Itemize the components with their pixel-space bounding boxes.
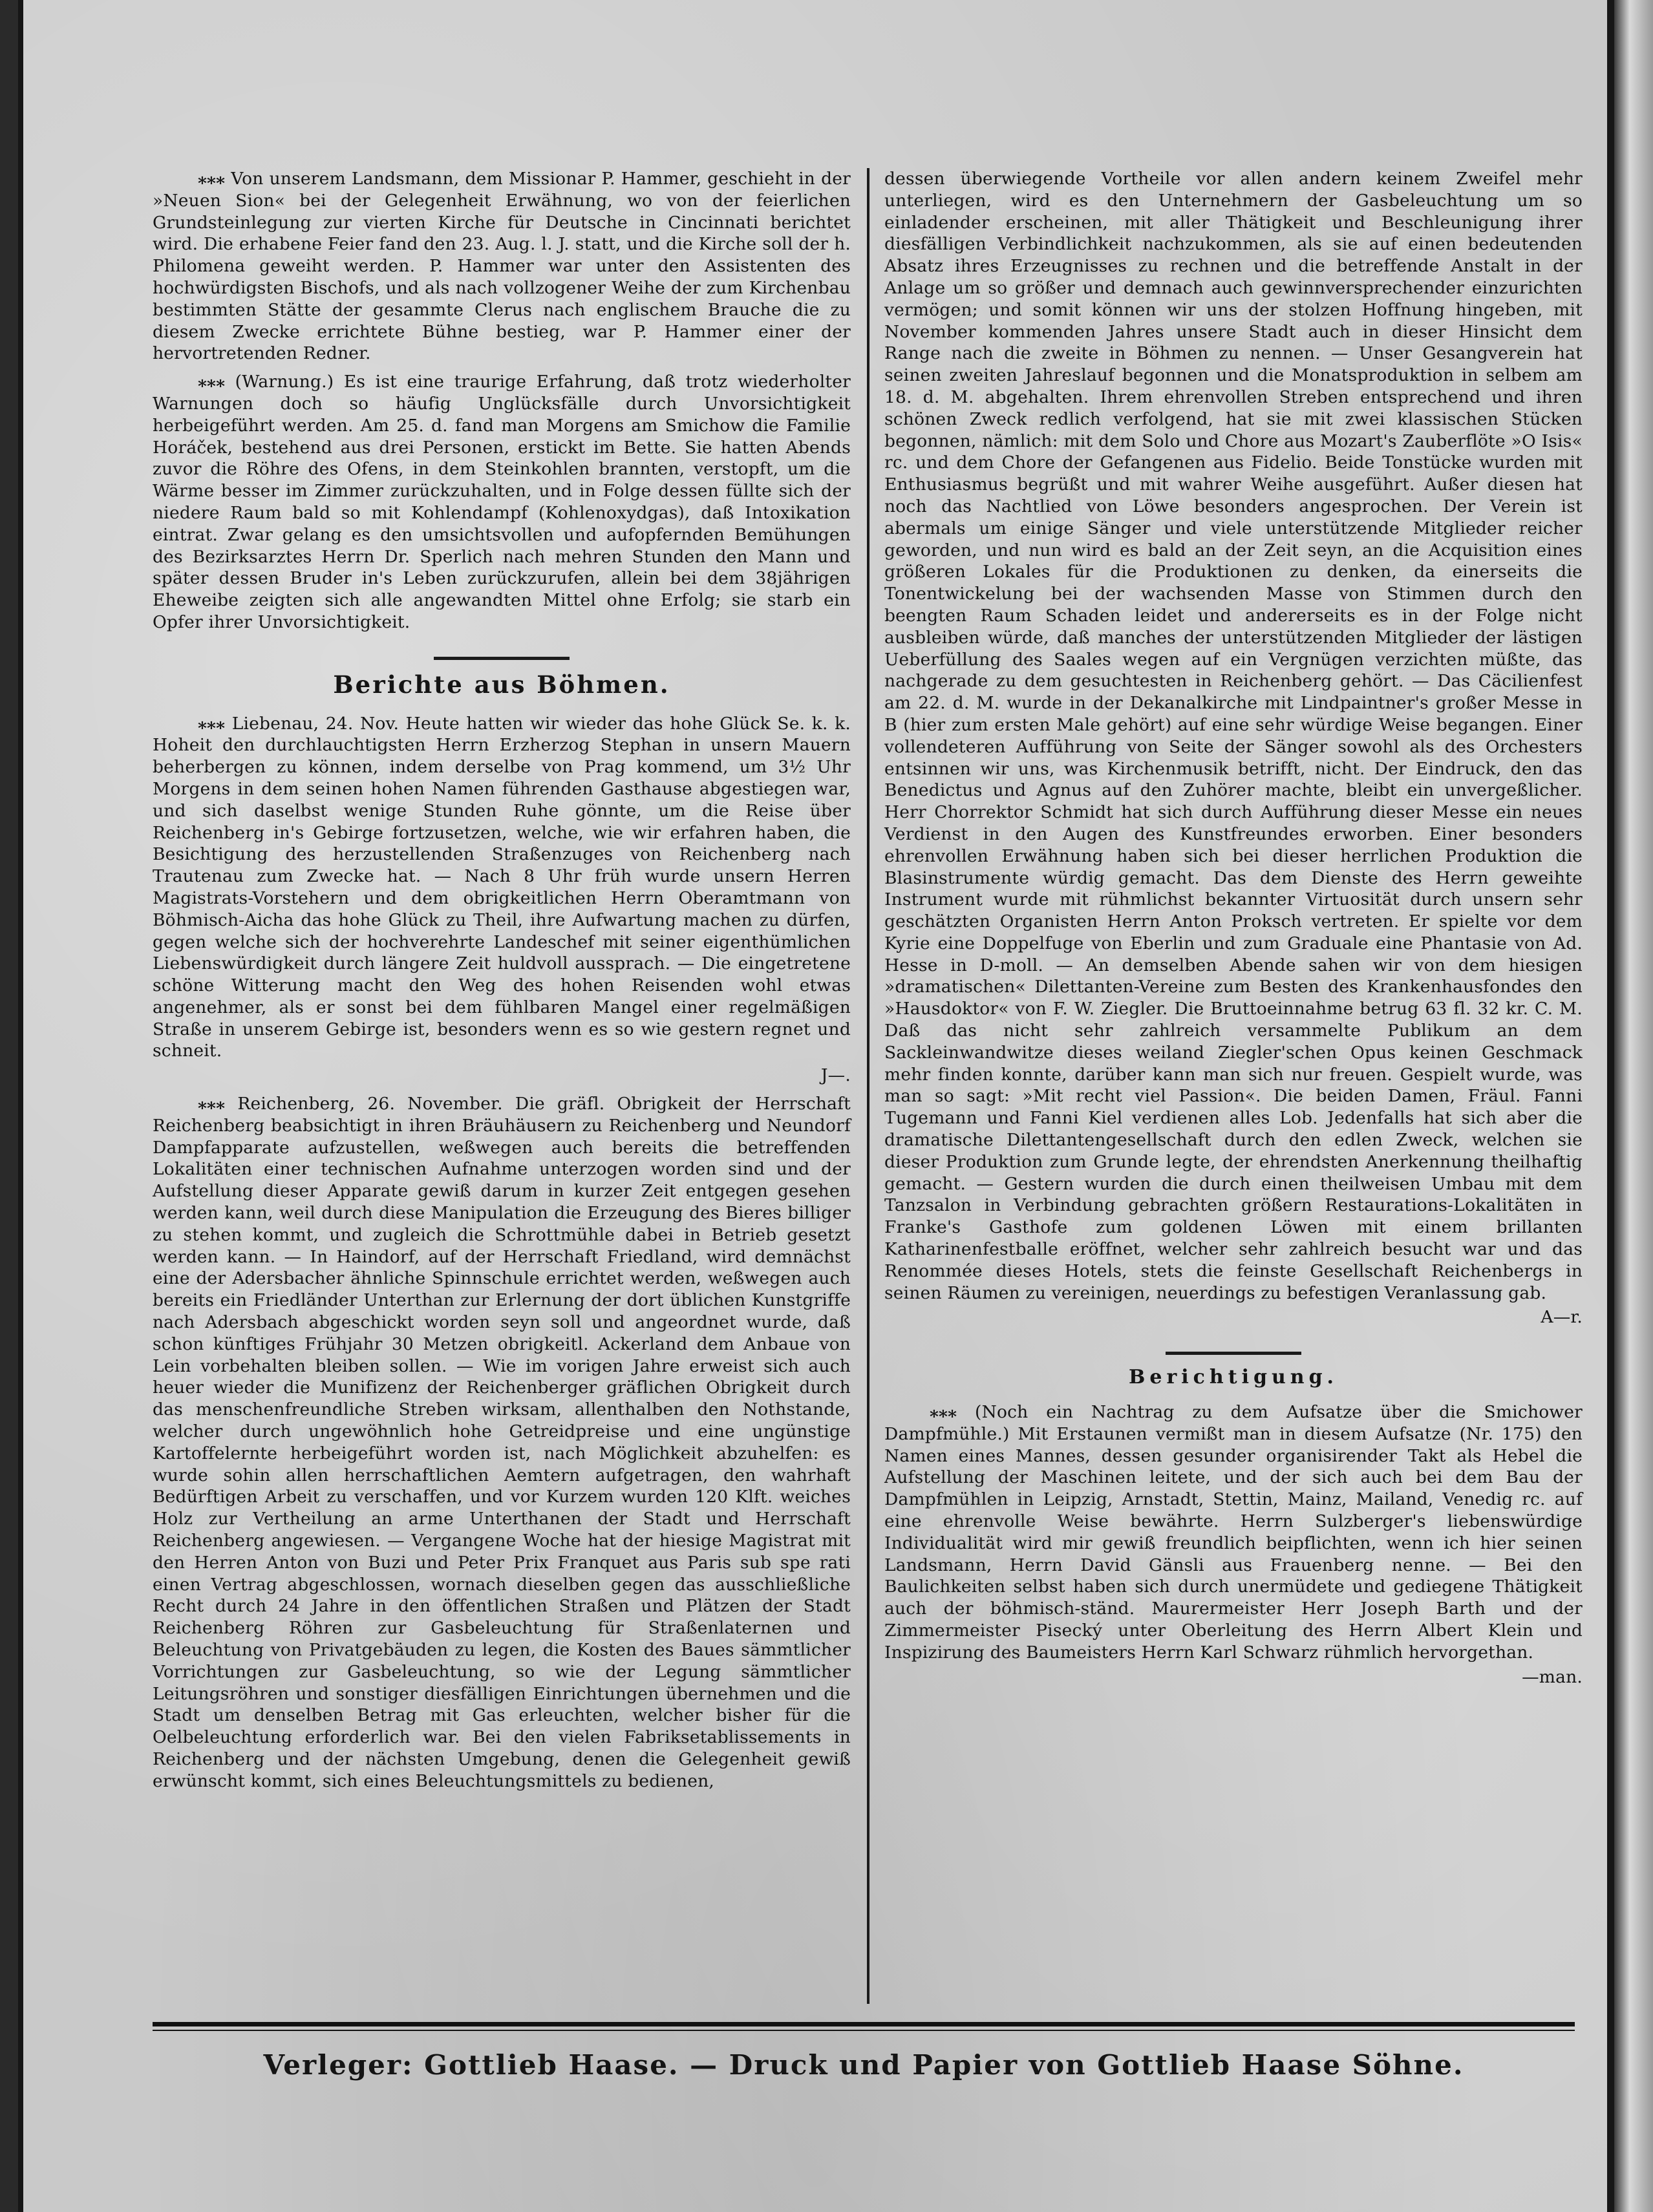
news-item-text: (Warnung.) Es ist eine traurige Erfahrung, daß trotz wiederholter Warnungen doch so häufig Unglücksfälle durch Unvorsichtigkeit herbeigeführt werden. Am 25. d. fand man Morgens am Smichow die Familie Horáček, bestehend aus drei Personen, erstickt im Bette. Sie hatten Abends zuvor die Röhre des Ofens, in dem Steinkohlen brannten, verstopft, um die Wärme besser im Zimmer zurückzuhalten, und in Folge dessen füllte sich der niedere Raum bald so mit Kohlendampf (Kohlenoxydgas), daß Intoxikation eintrat. Zwar gelang es den umsichtsvollen und aufopfernden Bemühungen des Bezirksarztes Herrn Dr. Sperlich nach mehren Stunden den Mann und später dessen Bruder in's Leben zurückzurufen, allein bei dem 38jährigen Eheweibe zeigten sich alle angewandten Mittel ohne Erfolg; sie starb ein Opfer ihrer Unvorsichtigkeit. [153, 372, 851, 632]
asterism-icon: ⁎⁎⁎ [198, 713, 226, 734]
news-item-text: Reichenberg, 26. November. Die gräfl. Obrigkeit der Herrschaft Reichenberg beabsichtigt in ihren Bräuhäusern zu Reichenberg und Neundorf Dampfapparate aufzustellen, weßwegen auch bereits die betreffenden Lokalitäten einer technischen Aufnahme unterzogen worden sind und der Aufstellung dieser Apparate gewiß darum in kurzer Zeit entgegen gesehen werden kann, weil durch diese Manipulation die Erzeugung des Bieres billiger zu stehen kommt, und zugleich die Schrottmühle dabei in Betrieb gesetzt werden kann. — In Haindorf, auf der Herrschaft Friedland, wird demnächst eine der Adersbacher ähnliche Spinnschule errichtet werden, weßwegen auch bereits ein Friedländer Unterthan zur Erlernung der dort üblichen Kunstgriffe nach Adersbach abgeschickt worden seyn soll und angeordnet wurde, daß schon künftiges Frühjahr 30 Metzen obrigkeitl. Ackerland dem Anbaue von Lein vorbehalten bleiben sollen. — Wie im vorigen Jahre erweist sich auch heuer wieder die Munifizenz der Reichenberger gräflichen Obrigkeit durch das menschenfreundliche Streben wirksam, allenthalben den Nothstande, welcher durch ungewöhnlich hohe Getreidpreise und eine ungünstige Kartoffelernte herbeigeführt worden ist, nach Möglichkeit abzuhelfen: es wurde sohin allen herrschaftlichen Aemtern aufgetragen, den wahrhaft Bedürftigen Arbeit zu verschaffen, und vor Kurzem wurden 120 Klft. weiches Holz zur Vertheilung an arme Unterthanen der Stadt und Herrschaft Reichenberg angewiesen. — Vergangene Woche hat der hiesige Magistrat mit den Herren Anton von Buzi und Peter Prix Franquet aus Paris sub spe rati einen Vertrag abgeschlossen, wornach dieselben gegen das ausschließliche Recht durch 24 Jahre in den öffentlichen Straßen und Plätzen der Stadt Reichenberg Röhren zur Gasbeleuchtung für Straßenlaternen und Beleuchtung von Privatgebäuden zu legen, die Kosten des Baues sämmtlicher Vorrichtungen zur Gasbeleuchtung, so wie der Legung sämmtlicher Leitungsröhren und sonstiger diesfälligen Einrichtungen übernehmen und die Stadt um denselben Betrag mit Gas erleuchten, welcher bisher für die Oelbeleuchtung erforderlich war. Bei den vielen Fabriksetablissements in Reichenberg und der nächsten Umgebung, denen die Gelegenheit gewiß erwünscht kommt, sich eines Beleuchtungsmittels zu bedienen, [153, 1094, 851, 1791]
section-heading-boehmen: Berichte aus Böhmen. [333, 670, 670, 699]
news-item-warning [153, 371, 851, 633]
section-heading-berichtigung: Berichtigung. [1129, 1366, 1338, 1389]
right-column [884, 168, 1583, 1694]
page-body [153, 168, 1588, 2081]
news-item-liebenau [153, 713, 851, 1063]
author-signature: J—. [820, 1065, 851, 1086]
continuation-text: dessen überwiegende Vortheile vor allen andern keinem Zweifel mehr unterliegen, wird es den Unternehmern der Gasbeleuchtung um so einladender erscheinen, mit aller Thätigkeit und Beschleunigung ihrer diesfälligen Verbindlichkeit nachzukommen, als sie auf einen bedeutenden Absatz ihres Erzeugnisses zu rechnen und die betreffende Anstalt in der Anlage um so größer und demnach auch gewinnversprechender einzurichten vermögen; und somit können wir uns der stolzen Hoffnung hingeben, mit November kommenden Jahres unsere Stadt auch in dieser Hinsicht dem Range nach die zweite in Böhmen zu nennen. — Unser Gesangverein hat seinen zweiten Jahreslauf begonnen und die Monatsproduktion in selbem am 18. d. M. abgehalten. Ihrem ehrenvollen Streben entsprechend und ihren schönen Zweck redlich verfolgend, hat sie mit zwei klassischen Stücken begonnen, nämlich: mit dem Solo und Chore aus Mozart's Zauberflöte »O Isis« rc. und dem Chore der Gefangenen aus Fidelio. Beide Tonstücke wurden mit Enthusiasmus begrüßt und mit wahrer Weihe ausgeführt. Außer diesen hat noch das Nachtlied von Löwe besonders angesprochen. Der Verein ist abermals um einige Sänger und viele unterstützende Mitglieder reicher geworden, und nun wird es bald an der Zeit seyn, an die Acquisition eines größeren Lokales für die Produktionen zu denken, da einerseits die Tonentwickelung bei der wachsenden Masse von Stimmen durch den beengten Raum Schaden leidet und andererseits es in der Folge nicht ausbleiben würde, daß manches der unterstützenden Mitglieder der lästigen Ueberfüllung des Saales wegen auf ein Vergnügen verzichten müßte, das nachgerade zu dem gesuchtesten in Reichenberg gehört. — Das Cäcilienfest am 22. d. M. wurde in der Dekanalkirche mit Lindpaintner's großer Messe in B (hier zum ersten Male gehört) auf eine sehr würdige Weise begangen. Einer vollendeteren Aufführung von Seite der Sänger sowohl als des Orchesters entsinnen wir uns, was Kirchenmusik betrifft, nicht. Der Eindruck, den das Benedictus und Agnus auf den Zuhörer machte, bleibt ein unvergeßlicher. Herr Chorrektor Schmidt hat sich durch Aufführung dieser Messe ein neues Verdienst in den Augen des Kunstfreundes erworben. Einer besonders ehrenvollen Erwähnung haben sich bei dieser herrlichen Produktion die Blasinstrumente würdig gemacht. Das dem Dienste des Herrn geweihte Instrument wurde mit rühmlichst bekannter Virtuosität durch unsern sehr geschätzten Organisten Herrn Anton Proksch vertreten. Er spielte vor dem Kyrie eine Doppelfuge von Eberlin und zum Graduale eine Phantasie von Ad. Hesse in D-moll. — An demselben Abende sahen wir von dem hiesigen »dramatischen« Dilettanten-Vereine zum Besten des Krankenhausfondes den »Hausdoktor« von F. W. Ziegler. Die Bruttoeinnahme betrug 63 fl. 32 kr. C. M. Daß das nicht sehr zahlreich versammelte Publikum an dem Sackleinwandwitze dieses weiland Ziegler'schen Opus keinen Geschmack mehr finden konnte, darüber kann man sich nur freuen. Gespielt wurde, was man so sagt: »Mit recht viel Passion«. Die beiden Damen, Fräul. Fanni Tugemann und Fanni Kiel verdienen alles Lob. Jedenfalls hat sich aber die dramatische Dilettantengesellschaft durch den edlen Zweck, welchen sie dieser Produktion zum Grunde legte, der ehrendsten Anerkennung theilhaftig gemacht. — Gestern wurden die durch einen theilweisen Umbau mit dem Tanzsalon in Verbindung gebrachten größern Restaurations-Lokalitäten in Franke's Gasthofe zum goldenen Löwen mit einem brillanten Katharinenfestballe eröffnet, welcher sehr zahlreich besucht war und das Renommée dieses Hotels, stets die feinste Gesellschaft Reichenbergs in seinen Räumen zu vereinigen, neuerdings zu befestigen Veranlassung gab. [884, 169, 1583, 1303]
news-item-text: (Noch ein Nachtrag zu dem Aufsatze über die Smichower Dampfmühle.) Mit Erstaunen vermißt man in diesem Aufsatze (Nr. 175) den Namen eines Mannes, dessen gesunder organisirender Takt als Hebel die Aufstellung der Maschinen leitete, und der sich auch bei dem Bau der Dampfmühlen in Leipzig, Arnstadt, Stettin, Mainz, Mailand, Venedig rc. auf eine ehrenvolle Weise bewährte. Herrn Sulzberger's liebenswürdige Individualität wird mir gewiß freundlich beipflichten, wenn ich hier seinen Landsmann, Herrn David Gänsli aus Frauenberg nenne. — Bei den Baulichkeiten selbst haben sich durch unermüdete und gediegene Thätigkeit auch der böhmisch-ständ. Maurermeister Herr Joseph Barth und der Zimmermeister Pisecký unter Oberleitung des Herrn Albert Klein und Inspizirung des Baumeisters Herrn Karl Schwarz rühmlich hervorgethan. [884, 1402, 1583, 1663]
author-signature: A—r. [1541, 1307, 1583, 1328]
footer-rule [153, 2022, 1575, 2026]
scan-border-left [0, 0, 18, 2212]
asterism-icon: ⁎⁎⁎ [198, 372, 226, 392]
author-signature: —man. [1522, 1666, 1583, 1687]
section-divider [1166, 1352, 1301, 1355]
imprint-line: Verleger: Gottlieb Haase. — Druck und Papier von Gottlieb Haase Söhne. [263, 2049, 1464, 2081]
column-rule [867, 168, 869, 2004]
asterism-icon: ⁎⁎⁎ [930, 1402, 957, 1423]
asterism-icon: ⁎⁎⁎ [198, 169, 226, 189]
footer-rule-thin [153, 2030, 1575, 2031]
scan-border-right [1614, 0, 1653, 2212]
news-item-text: Liebenau, 24. Nov. Heute hatten wir wieder das hohe Glück Se. k. k. Hoheit den durchlauchtigsten Herrn Erzherzog Stephan in unsern Mauern beherbergen zu können, indem derselbe von Prag kommend, um 3½ Uhr Morgens in dem seinen hohen Namen führenden Gasthause abgestiegen war, und sich daselbst wenige Stunden Ruhe gönnte, um die Reise über Reichenberg in's Gebirge fortzusetzen, welche, wie wir erfahren haben, die Besichtigung des herzustellenden Straßenzuges von Reichenberg nach Trautenau zum Zwecke hat. — Nach 8 Uhr früh wurde unsern Herren Magistrats-Vorstehern und dem obrigkeitlichen Herrn Oberamtmann von Böhmisch-Aicha das hohe Glück zu Theil, ihre Aufwartung machen zu dürfen, gegen welche sich der hochverehrte Landeschef mit seiner eigenthümlichen Liebenswürdigkeit durch längere Zeit huldvoll aussprach. — Die eingetretene schöne Witterung macht den Weg des hohen Reisenden wohl etwas angenehmer, als er sonst bei dem fühlbaren Mangel einer regelmäßigen Straße in unserem Gebirge ist, besonders wenn es so wie gestern regnet und schneit. [153, 713, 851, 1061]
section-divider [434, 657, 570, 660]
news-item-reichenberg [153, 1093, 851, 1792]
newspaper-page [23, 0, 1607, 2212]
news-item-hammer [153, 168, 851, 365]
asterism-icon: ⁎⁎⁎ [198, 1094, 226, 1114]
news-item-dampfmuehle [884, 1401, 1583, 1664]
left-column [153, 168, 851, 1799]
news-item-text: Von unserem Landsmann, dem Missionar P. Hammer, geschieht in der »Neuen Sion« bei der Gelegenheit Erwähnung, wo von der feierlichen Grundsteinlegung zur vierten Kirche für Deutsche in Cincinnati berichtet wird. Die erhabene Feier fand den 23. Aug. l. J. statt, und die Kirche soll der h. Philomena geweiht werden. P. Hammer war unter den Assistenten des hochwürdigsten Bischofs, und als nach vollzogener Weihe der zum Kirchenbau bestimmten Stätte der gesammte Clerus nach englischem Brauche die zu diesem Zwecke errichtete Bühne bestieg, war P. Hammer einer der hervortretenden Redner. [153, 169, 851, 364]
